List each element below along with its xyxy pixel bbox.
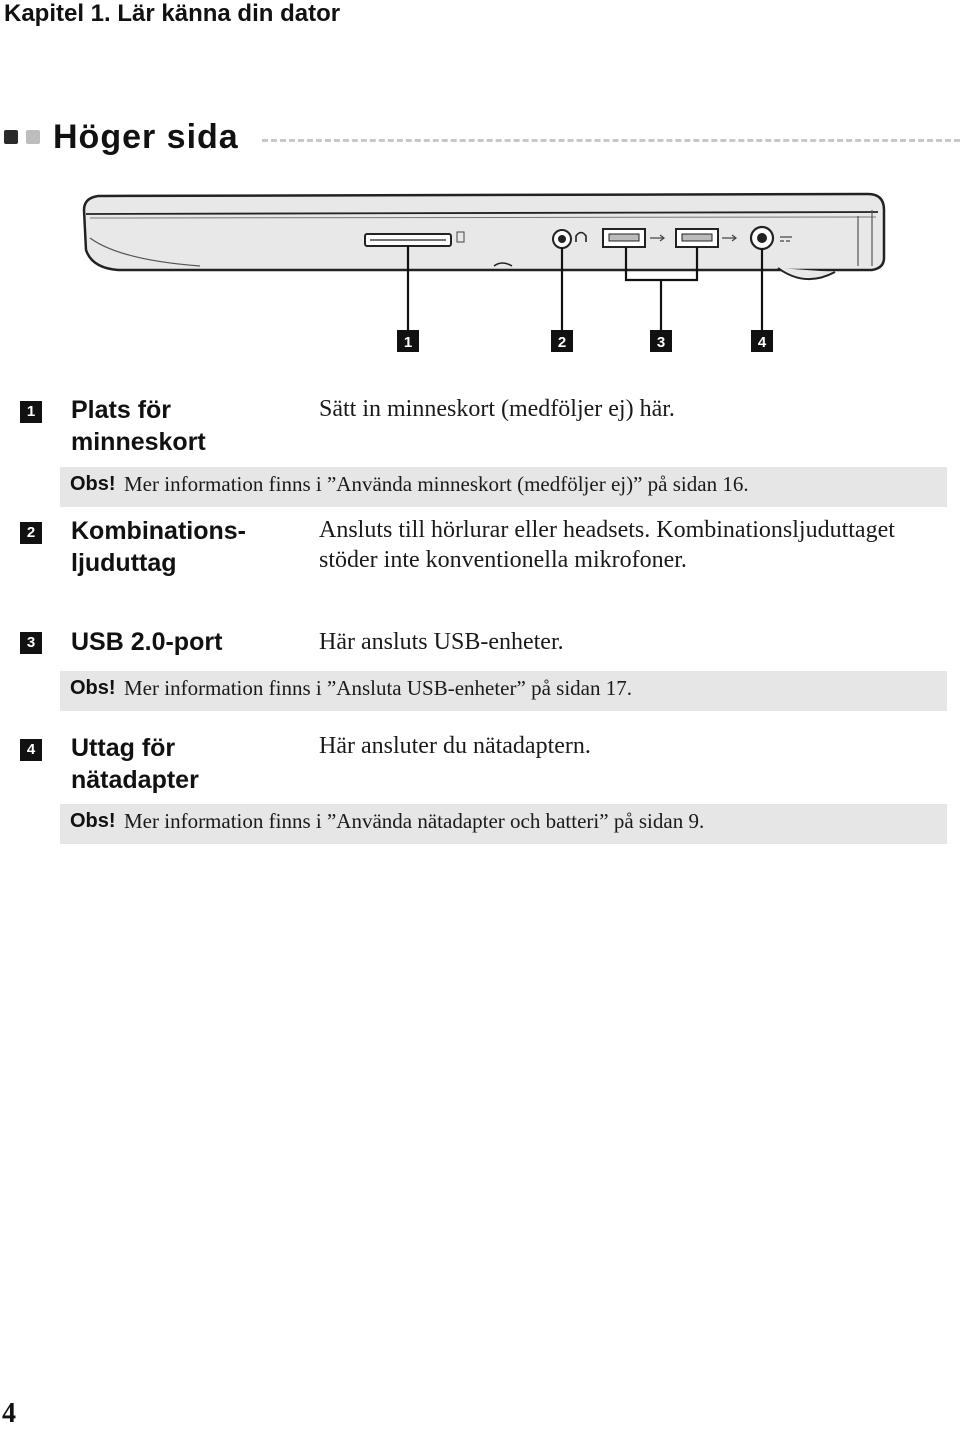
section-header (0, 118, 960, 162)
note-1-text: Mer information finns i ”Använda minneskort (medföljer ej)” på sidan 16. (124, 472, 749, 496)
row-4-label: Uttag för nätadapter (71, 734, 199, 794)
section-marker-light (26, 130, 40, 144)
callout-3-label: 3 (656, 334, 666, 351)
note-2-prefix: Obs! (70, 677, 116, 699)
row-1-number: 1 (20, 401, 42, 423)
row-3-description: Här ansluts USB-enheter. (319, 629, 564, 655)
callout-1 (397, 330, 419, 352)
note-1 (60, 467, 947, 507)
row-3-label: USB 2.0-port (71, 628, 223, 656)
note-3-prefix: Obs! (70, 810, 116, 832)
callout-2-label: 2 (557, 334, 567, 351)
section-divider (262, 139, 960, 142)
note-3-text: Mer information finns i ”Använda nätadapter och batteri” på sidan 9. (124, 809, 705, 833)
section-marker-dark (4, 130, 18, 144)
section-title: Höger sida (53, 118, 239, 156)
page-number: 4 (2, 1398, 16, 1429)
chapter-heading: Kapitel 1. Lär känna din dator (4, 0, 341, 27)
note-1-prefix: Obs! (70, 473, 116, 495)
row-1-description: Sätt in minneskort (medföljer ej) här. (319, 396, 675, 422)
row-4-number: 4 (20, 739, 42, 761)
note-2 (60, 671, 947, 711)
row-2-description: Ansluts till hörlurar eller headsets. Kombinationsljuduttaget stöder inte konventionella mikrofoner. (319, 517, 895, 573)
row-2-number: 2 (20, 522, 42, 544)
card-slot-graphic (365, 232, 464, 246)
laptop-right-side-illustration (0, 180, 960, 360)
callout-3 (650, 330, 672, 352)
callout-4 (751, 330, 773, 352)
callout-4-label: 4 (757, 334, 767, 351)
note-3 (60, 804, 947, 844)
row-3-number: 3 (20, 632, 42, 654)
callout-1-label: 1 (403, 334, 413, 351)
row-2-label: Kombinations- ljuduttag (71, 517, 246, 577)
row-4-description: Här ansluter du nätadaptern. (319, 733, 591, 759)
row-1-label: Plats för minneskort (71, 396, 206, 456)
callout-2 (551, 330, 573, 352)
note-2-text: Mer information finns i ”Ansluta USB-enheter” på sidan 17. (124, 676, 632, 700)
